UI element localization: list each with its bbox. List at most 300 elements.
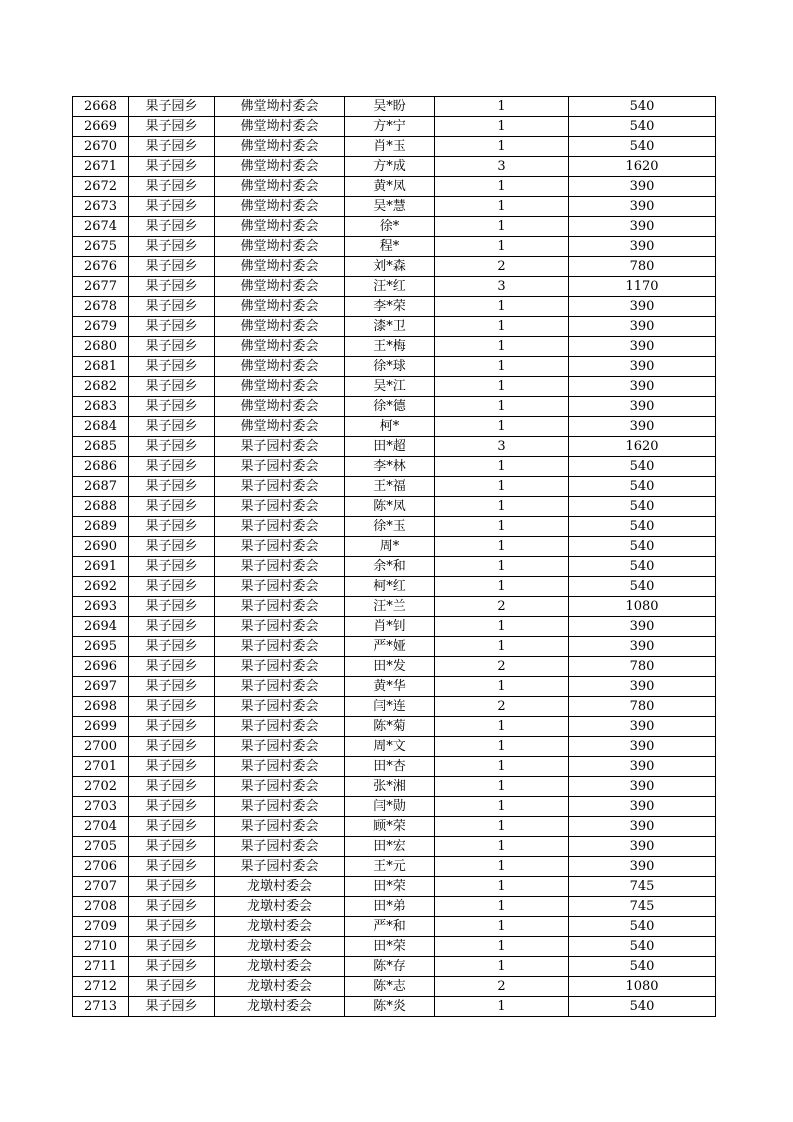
village-committee-cell: 果子园村委会	[215, 497, 345, 517]
amount-cell: 390	[569, 777, 716, 797]
name-cell: 田*杏	[345, 757, 435, 777]
village-committee-cell: 龙墩村委会	[215, 977, 345, 997]
amount-cell: 540	[569, 477, 716, 497]
table-row	[73, 317, 716, 337]
table-row	[73, 197, 716, 217]
village-committee-cell: 果子园村委会	[215, 737, 345, 757]
village-committee-cell: 果子园村委会	[215, 677, 345, 697]
count-cell: 1	[435, 497, 569, 517]
name-cell: 田*宏	[345, 837, 435, 857]
name-cell: 田*荣	[345, 877, 435, 897]
table-row	[73, 877, 716, 897]
amount-cell: 390	[569, 237, 716, 257]
township-cell: 果子园乡	[129, 497, 215, 517]
row-number-cell: 2690	[73, 537, 129, 557]
village-committee-cell: 果子园村委会	[215, 617, 345, 637]
amount-cell: 540	[569, 997, 716, 1017]
row-number-cell: 2696	[73, 657, 129, 677]
table-row	[73, 717, 716, 737]
amount-cell: 540	[569, 97, 716, 117]
amount-cell: 390	[569, 837, 716, 857]
count-cell: 1	[435, 557, 569, 577]
name-cell: 陈*炎	[345, 997, 435, 1017]
row-number-cell: 2672	[73, 177, 129, 197]
count-cell: 1	[435, 937, 569, 957]
township-cell: 果子园乡	[129, 877, 215, 897]
count-cell: 2	[435, 657, 569, 677]
amount-cell: 780	[569, 697, 716, 717]
row-number-cell: 2695	[73, 637, 129, 657]
amount-cell: 390	[569, 797, 716, 817]
name-cell: 吴*慧	[345, 197, 435, 217]
village-committee-cell: 佛堂坳村委会	[215, 177, 345, 197]
row-number-cell: 2684	[73, 417, 129, 437]
name-cell: 黄*华	[345, 677, 435, 697]
table-body	[73, 97, 716, 1017]
village-committee-cell: 果子园村委会	[215, 597, 345, 617]
village-committee-cell: 龙墩村委会	[215, 897, 345, 917]
row-number-cell: 2677	[73, 277, 129, 297]
count-cell: 1	[435, 857, 569, 877]
table-row	[73, 657, 716, 677]
name-cell: 田*弟	[345, 897, 435, 917]
name-cell: 吴*江	[345, 377, 435, 397]
name-cell: 程*	[345, 237, 435, 257]
amount-cell: 390	[569, 817, 716, 837]
amount-cell: 390	[569, 617, 716, 637]
village-committee-cell: 佛堂坳村委会	[215, 257, 345, 277]
table-row	[73, 217, 716, 237]
count-cell: 1	[435, 357, 569, 377]
row-number-cell: 2694	[73, 617, 129, 637]
name-cell: 严*娅	[345, 637, 435, 657]
township-cell: 果子园乡	[129, 617, 215, 637]
data-table	[72, 96, 716, 1017]
township-cell: 果子园乡	[129, 337, 215, 357]
table-row	[73, 737, 716, 757]
row-number-cell: 2693	[73, 597, 129, 617]
count-cell: 1	[435, 97, 569, 117]
township-cell: 果子园乡	[129, 477, 215, 497]
count-cell: 1	[435, 677, 569, 697]
township-cell: 果子园乡	[129, 397, 215, 417]
table-row	[73, 337, 716, 357]
count-cell: 1	[435, 897, 569, 917]
row-number-cell: 2688	[73, 497, 129, 517]
name-cell: 陈*存	[345, 957, 435, 977]
row-number-cell: 2679	[73, 317, 129, 337]
township-cell: 果子园乡	[129, 517, 215, 537]
row-number-cell: 2705	[73, 837, 129, 857]
township-cell: 果子园乡	[129, 757, 215, 777]
village-committee-cell: 佛堂坳村委会	[215, 297, 345, 317]
table-row	[73, 537, 716, 557]
table-row	[73, 377, 716, 397]
count-cell: 1	[435, 817, 569, 837]
township-cell: 果子园乡	[129, 657, 215, 677]
count-cell: 1	[435, 137, 569, 157]
amount-cell: 390	[569, 317, 716, 337]
name-cell: 肖*玉	[345, 137, 435, 157]
row-number-cell: 2713	[73, 997, 129, 1017]
table-row	[73, 897, 716, 917]
count-cell: 2	[435, 977, 569, 997]
amount-cell: 540	[569, 497, 716, 517]
township-cell: 果子园乡	[129, 457, 215, 477]
name-cell: 汪*红	[345, 277, 435, 297]
village-committee-cell: 龙墩村委会	[215, 917, 345, 937]
table-row	[73, 677, 716, 697]
amount-cell: 540	[569, 137, 716, 157]
amount-cell: 780	[569, 257, 716, 277]
table-row	[73, 837, 716, 857]
amount-cell: 540	[569, 457, 716, 477]
count-cell: 1	[435, 997, 569, 1017]
township-cell: 果子园乡	[129, 897, 215, 917]
table-row	[73, 797, 716, 817]
amount-cell: 540	[569, 957, 716, 977]
amount-cell: 1620	[569, 437, 716, 457]
table-row	[73, 417, 716, 437]
name-cell: 周*文	[345, 737, 435, 757]
table-row	[73, 917, 716, 937]
table-row	[73, 477, 716, 497]
amount-cell: 1620	[569, 157, 716, 177]
village-committee-cell: 佛堂坳村委会	[215, 277, 345, 297]
name-cell: 黄*凤	[345, 177, 435, 197]
count-cell: 2	[435, 597, 569, 617]
count-cell: 1	[435, 117, 569, 137]
count-cell: 1	[435, 737, 569, 757]
township-cell: 果子园乡	[129, 977, 215, 997]
village-committee-cell: 佛堂坳村委会	[215, 137, 345, 157]
village-committee-cell: 果子园村委会	[215, 837, 345, 857]
village-committee-cell: 果子园村委会	[215, 557, 345, 577]
township-cell: 果子园乡	[129, 857, 215, 877]
table-row	[73, 617, 716, 637]
table-row	[73, 157, 716, 177]
amount-cell: 1080	[569, 977, 716, 997]
count-cell: 1	[435, 617, 569, 637]
township-cell: 果子园乡	[129, 257, 215, 277]
count-cell: 1	[435, 637, 569, 657]
village-committee-cell: 果子园村委会	[215, 857, 345, 877]
row-number-cell: 2697	[73, 677, 129, 697]
name-cell: 闫*连	[345, 697, 435, 717]
row-number-cell: 2712	[73, 977, 129, 997]
table-row	[73, 597, 716, 617]
count-cell: 1	[435, 777, 569, 797]
village-committee-cell: 果子园村委会	[215, 697, 345, 717]
row-number-cell: 2702	[73, 777, 129, 797]
row-number-cell: 2698	[73, 697, 129, 717]
name-cell: 方*成	[345, 157, 435, 177]
amount-cell: 390	[569, 197, 716, 217]
count-cell: 1	[435, 397, 569, 417]
village-committee-cell: 果子园村委会	[215, 457, 345, 477]
row-number-cell: 2676	[73, 257, 129, 277]
row-number-cell: 2680	[73, 337, 129, 357]
name-cell: 余*和	[345, 557, 435, 577]
row-number-cell: 2707	[73, 877, 129, 897]
row-number-cell: 2671	[73, 157, 129, 177]
row-number-cell: 2708	[73, 897, 129, 917]
township-cell: 果子园乡	[129, 277, 215, 297]
count-cell: 1	[435, 297, 569, 317]
count-cell: 1	[435, 377, 569, 397]
village-committee-cell: 龙墩村委会	[215, 957, 345, 977]
table-row	[73, 637, 716, 657]
table-row	[73, 397, 716, 417]
township-cell: 果子园乡	[129, 737, 215, 757]
amount-cell: 540	[569, 917, 716, 937]
name-cell: 王*元	[345, 857, 435, 877]
name-cell: 吴*盼	[345, 97, 435, 117]
village-committee-cell: 佛堂坳村委会	[215, 217, 345, 237]
township-cell: 果子园乡	[129, 357, 215, 377]
table-row	[73, 497, 716, 517]
village-committee-cell: 果子园村委会	[215, 817, 345, 837]
village-committee-cell: 果子园村委会	[215, 517, 345, 537]
name-cell: 徐*球	[345, 357, 435, 377]
township-cell: 果子园乡	[129, 797, 215, 817]
count-cell: 1	[435, 537, 569, 557]
amount-cell: 390	[569, 177, 716, 197]
amount-cell: 390	[569, 397, 716, 417]
name-cell: 刘*森	[345, 257, 435, 277]
table-row	[73, 577, 716, 597]
township-cell: 果子园乡	[129, 597, 215, 617]
row-number-cell: 2710	[73, 937, 129, 957]
row-number-cell: 2700	[73, 737, 129, 757]
table-row	[73, 977, 716, 997]
township-cell: 果子园乡	[129, 97, 215, 117]
count-cell: 2	[435, 697, 569, 717]
table-row	[73, 257, 716, 277]
row-number-cell: 2674	[73, 217, 129, 237]
count-cell: 1	[435, 577, 569, 597]
amount-cell: 390	[569, 717, 716, 737]
name-cell: 徐*	[345, 217, 435, 237]
village-committee-cell: 果子园村委会	[215, 797, 345, 817]
village-committee-cell: 果子园村委会	[215, 777, 345, 797]
count-cell: 1	[435, 417, 569, 437]
amount-cell: 1170	[569, 277, 716, 297]
amount-cell: 745	[569, 897, 716, 917]
amount-cell: 1080	[569, 597, 716, 617]
township-cell: 果子园乡	[129, 537, 215, 557]
row-number-cell: 2699	[73, 717, 129, 737]
table-row	[73, 137, 716, 157]
township-cell: 果子园乡	[129, 417, 215, 437]
township-cell: 果子园乡	[129, 937, 215, 957]
township-cell: 果子园乡	[129, 837, 215, 857]
row-number-cell: 2711	[73, 957, 129, 977]
name-cell: 陈*志	[345, 977, 435, 997]
table-row	[73, 437, 716, 457]
name-cell: 汪*兰	[345, 597, 435, 617]
name-cell: 顾*荣	[345, 817, 435, 837]
count-cell: 1	[435, 477, 569, 497]
name-cell: 徐*德	[345, 397, 435, 417]
township-cell: 果子园乡	[129, 377, 215, 397]
name-cell: 王*福	[345, 477, 435, 497]
table-row	[73, 697, 716, 717]
amount-cell: 390	[569, 677, 716, 697]
table-row	[73, 757, 716, 777]
row-number-cell: 2704	[73, 817, 129, 837]
name-cell: 李*林	[345, 457, 435, 477]
count-cell: 1	[435, 237, 569, 257]
count-cell: 2	[435, 257, 569, 277]
township-cell: 果子园乡	[129, 137, 215, 157]
count-cell: 1	[435, 957, 569, 977]
table-row	[73, 297, 716, 317]
township-cell: 果子园乡	[129, 197, 215, 217]
count-cell: 1	[435, 217, 569, 237]
amount-cell: 390	[569, 857, 716, 877]
amount-cell: 390	[569, 637, 716, 657]
village-committee-cell: 果子园村委会	[215, 637, 345, 657]
table-row	[73, 517, 716, 537]
count-cell: 1	[435, 717, 569, 737]
table-row	[73, 457, 716, 477]
township-cell: 果子园乡	[129, 557, 215, 577]
village-committee-cell: 果子园村委会	[215, 577, 345, 597]
row-number-cell: 2692	[73, 577, 129, 597]
village-committee-cell: 佛堂坳村委会	[215, 317, 345, 337]
name-cell: 方*宁	[345, 117, 435, 137]
name-cell: 李*荣	[345, 297, 435, 317]
row-number-cell: 2701	[73, 757, 129, 777]
name-cell: 陈*菊	[345, 717, 435, 737]
amount-cell: 390	[569, 337, 716, 357]
row-number-cell: 2691	[73, 557, 129, 577]
table-row	[73, 117, 716, 137]
row-number-cell: 2703	[73, 797, 129, 817]
count-cell: 1	[435, 517, 569, 537]
amount-cell: 390	[569, 417, 716, 437]
village-committee-cell: 佛堂坳村委会	[215, 117, 345, 137]
village-committee-cell: 佛堂坳村委会	[215, 237, 345, 257]
township-cell: 果子园乡	[129, 117, 215, 137]
amount-cell: 540	[569, 537, 716, 557]
township-cell: 果子园乡	[129, 697, 215, 717]
row-number-cell: 2668	[73, 97, 129, 117]
village-committee-cell: 果子园村委会	[215, 477, 345, 497]
village-committee-cell: 佛堂坳村委会	[215, 397, 345, 417]
table-row	[73, 177, 716, 197]
amount-cell: 390	[569, 217, 716, 237]
township-cell: 果子园乡	[129, 237, 215, 257]
township-cell: 果子园乡	[129, 957, 215, 977]
township-cell: 果子园乡	[129, 637, 215, 657]
township-cell: 果子园乡	[129, 437, 215, 457]
table-row	[73, 97, 716, 117]
row-number-cell: 2689	[73, 517, 129, 537]
name-cell: 田*超	[345, 437, 435, 457]
table-row	[73, 857, 716, 877]
count-cell: 1	[435, 337, 569, 357]
row-number-cell: 2681	[73, 357, 129, 377]
name-cell: 柯*	[345, 417, 435, 437]
row-number-cell: 2686	[73, 457, 129, 477]
amount-cell: 540	[569, 557, 716, 577]
village-committee-cell: 佛堂坳村委会	[215, 197, 345, 217]
name-cell: 周*	[345, 537, 435, 557]
name-cell: 张*湘	[345, 777, 435, 797]
count-cell: 3	[435, 277, 569, 297]
amount-cell: 540	[569, 577, 716, 597]
count-cell: 3	[435, 437, 569, 457]
amount-cell: 390	[569, 737, 716, 757]
village-committee-cell: 果子园村委会	[215, 537, 345, 557]
township-cell: 果子园乡	[129, 177, 215, 197]
name-cell: 陈*凤	[345, 497, 435, 517]
village-committee-cell: 果子园村委会	[215, 717, 345, 737]
village-committee-cell: 龙墩村委会	[215, 877, 345, 897]
village-committee-cell: 龙墩村委会	[215, 997, 345, 1017]
township-cell: 果子园乡	[129, 917, 215, 937]
village-committee-cell: 佛堂坳村委会	[215, 417, 345, 437]
table-row	[73, 817, 716, 837]
row-number-cell: 2687	[73, 477, 129, 497]
count-cell: 1	[435, 317, 569, 337]
township-cell: 果子园乡	[129, 297, 215, 317]
amount-cell: 540	[569, 517, 716, 537]
table-row	[73, 997, 716, 1017]
name-cell: 闫*勋	[345, 797, 435, 817]
row-number-cell: 2673	[73, 197, 129, 217]
table-row	[73, 357, 716, 377]
name-cell: 肖*钊	[345, 617, 435, 637]
amount-cell: 390	[569, 377, 716, 397]
village-committee-cell: 果子园村委会	[215, 437, 345, 457]
amount-cell: 540	[569, 937, 716, 957]
count-cell: 1	[435, 837, 569, 857]
row-number-cell: 2670	[73, 137, 129, 157]
village-committee-cell: 果子园村委会	[215, 657, 345, 677]
township-cell: 果子园乡	[129, 217, 215, 237]
township-cell: 果子园乡	[129, 317, 215, 337]
row-number-cell: 2709	[73, 917, 129, 937]
township-cell: 果子园乡	[129, 717, 215, 737]
row-number-cell: 2706	[73, 857, 129, 877]
village-committee-cell: 果子园村委会	[215, 757, 345, 777]
table-row	[73, 777, 716, 797]
amount-cell: 390	[569, 297, 716, 317]
name-cell: 柯*红	[345, 577, 435, 597]
row-number-cell: 2682	[73, 377, 129, 397]
township-cell: 果子园乡	[129, 817, 215, 837]
row-number-cell: 2683	[73, 397, 129, 417]
village-committee-cell: 佛堂坳村委会	[215, 157, 345, 177]
table-row	[73, 277, 716, 297]
table-row	[73, 557, 716, 577]
amount-cell: 390	[569, 357, 716, 377]
township-cell: 果子园乡	[129, 677, 215, 697]
township-cell: 果子园乡	[129, 157, 215, 177]
name-cell: 田*发	[345, 657, 435, 677]
village-committee-cell: 佛堂坳村委会	[215, 357, 345, 377]
table-row	[73, 237, 716, 257]
row-number-cell: 2675	[73, 237, 129, 257]
row-number-cell: 2678	[73, 297, 129, 317]
name-cell: 王*梅	[345, 337, 435, 357]
count-cell: 1	[435, 197, 569, 217]
count-cell: 3	[435, 157, 569, 177]
row-number-cell: 2685	[73, 437, 129, 457]
